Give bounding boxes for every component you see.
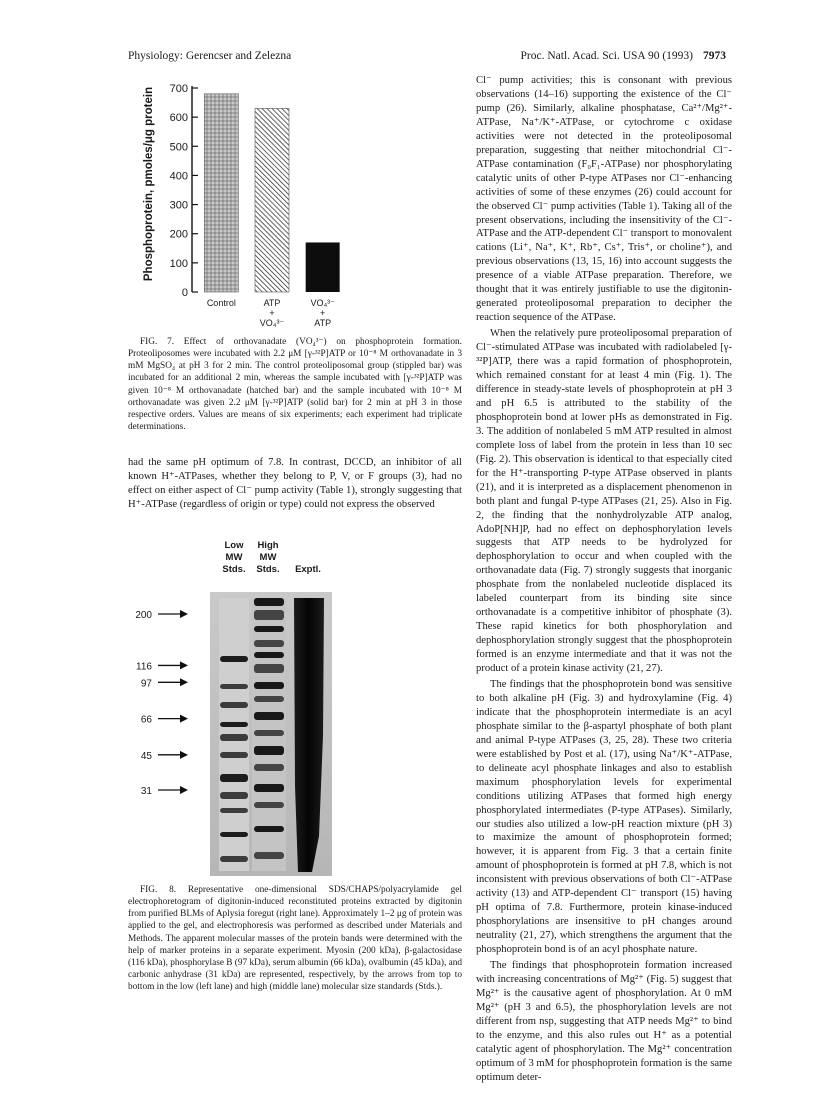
- marker-label: 200: [135, 610, 152, 621]
- bar-3: [306, 242, 340, 292]
- header-authors: Physiology: Gerencser and Zelezna: [128, 50, 292, 62]
- gel-lane-header: Exptl.: [295, 564, 321, 575]
- arrow-head: [180, 786, 188, 794]
- gel-band: [220, 774, 248, 782]
- x-tick-label: VO₄³⁻: [310, 298, 335, 308]
- y-tick-label: 700: [169, 83, 188, 95]
- bar-2: [255, 108, 289, 292]
- gel-band: [254, 652, 284, 658]
- x-tick-label: ATP: [314, 318, 332, 328]
- gel-lane-header: Low: [224, 540, 244, 551]
- gel-band: [220, 856, 248, 862]
- right-paragraph-2: When the relatively pure proteoliposomal preparation of Cl⁻-stimulated ATPase was incubated with radiolabeled [γ-³²P]ATP, there was a rapid formation of phosphoprotein, which remained constant for at least 4 min (Fig. 1). The difference in steady-state levels of phosphoprotein at pH 3 and pH 6.5 is attributed to the stability of the phosphoprotein bond at lower pHs as demonstrated in Fig. 3. The addition of nonlabeled 5 mM ATP resulted in almost complete loss of label from the protein in less than 10 sec (Fig. 2). This observation is identical to that especially cited for the H⁺-transporting P-type ATPase observed in plants (21), and it is interpreted as a displacement phenomenon in both plant and fungal P-type ATPases (21, 25). Also in Fig. 2, the finding that the nonhydrolyzable ATP analog, AdoP[NH]P, had no effect on dephosphorylation levels suggests that ATP needs to be hydrolyzed for dephosphorylation to occur and when coupled with the orthovanadate data (Fig. 7) strongly suggests that inorganic phosphate from the nonlabeled nucleotide displaced its labeled counterpart from its binding site since orthovanadate is a competitive inhibitor of phosphate (3). These rapid kinetics for both phosphorylation and dephosphorylation strongly suggest that the phosphoprotein formed is an enzyme intermediate and that it was not the product of a protein kinase activity (21, 27).: [476, 328, 732, 675]
- x-tick-label: ATP: [263, 298, 281, 308]
- right-paragraph-4: The findings that phosphoprotein formation increased with increasing concentrations of Mg²⁺ (Fig. 5) suggest that Mg²⁺ is the causative agent of phosphorylation. At 0 mM Mg²⁺ (pH 3 and 6.5), the phosphorylation levels are not different from nsp, suggesting that ATP needs Mg²⁺ to bind to the enzyme, and this also rules out H⁺ as a potential catalytic agent of phosphorylation. The Mg²⁺ concentration optimum of 3 mM for phosphoprotein formation is the same optimum deter-: [476, 960, 732, 1083]
- marker-label: 45: [140, 750, 152, 762]
- gel-band: [220, 808, 248, 813]
- gel-band: [254, 826, 284, 832]
- bars: [204, 94, 339, 292]
- gel-band: [254, 598, 284, 606]
- fig8-caption: [128, 884, 462, 993]
- right-column-text: [476, 74, 732, 1085]
- gel-band: [220, 752, 248, 758]
- marker-arrows: [135, 610, 188, 797]
- y-tick-label: 500: [169, 141, 188, 154]
- y-axis-label: Phosphoprotein, pmoles/μg protein: [143, 86, 155, 282]
- gel-band: [254, 610, 284, 620]
- y-tick-label: 400: [169, 170, 188, 183]
- gel-band: [254, 712, 284, 720]
- gel-lane-header: Stds.: [256, 564, 280, 575]
- fig8-gel-image: [128, 536, 358, 876]
- gel-lane-header: MW: [225, 552, 243, 563]
- gel-band: [254, 682, 284, 689]
- x-tick-label: Control: [206, 298, 236, 308]
- x-tick-label: +: [320, 308, 326, 318]
- gel-band: [254, 696, 284, 702]
- x-tick-labels: [207, 298, 335, 328]
- header-journal: [521, 50, 726, 62]
- right-paragraph-3: The findings that the phosphoprotein bond was sensitive to both alkaline pH (Fig. 3) and hydroxylamine (Fig. 4) indicate that the phosphoprotein intermediate is an acyl phosphate similar to the β-aspartyl phosphate of both plant and animal P-type ATPases (3, 25, 28). These two criteria were established by Post et al. (17), using Na⁺/K⁺-ATPase, to delineate acyl phosphate linkages and also to establish maximum phosphorylation levels for experimental conditions utilizing ATPases that formed high energy phosphorylated intermediates (P-type ATPases). Similarly, our studies also utilized a low-pH reaction mixture (pH 3) to maximize the amount of phosphoprotein formed; however, it is apparent from Fig. 3 that a certain finite amount of phosphoprotein is formed at pH 7.8, which is not inconsistent with previous observations of both Cl⁻-ATPase activity (13) and ATP-dependent Cl⁻ transport (15) having pH optima of 7.8. Furthermore, protein kinase-induced phosphorylations are insensitive to pH changes around neutrality (21, 27), which strengthens the argument that the phosphoprotein bond is of an acyl phosphate nature.: [476, 678, 732, 956]
- gel-band: [254, 730, 284, 736]
- marker-label: 97: [140, 678, 152, 690]
- marker-label: 116: [136, 661, 152, 673]
- gel-band: [220, 684, 248, 689]
- fig8-caption-text: FIG. 8. Representative one-dimensional SDS/CHAPS/polyacrylamide gel electrophoretogram of digitonin-induced reconstituted proteins extracted by digitonin from purified BLMs of Aplysia foregut (right lane). Approximately 1–2 μg of protein was applied to the gel, and electrophoresis was performed as described under Materials and Methods. The apparent molecular masses of the protein bands were determined with the help of marker proteins in a separate experiment. Myosin (200 kDa), β-galactosidase (116 kDa), phosphorylase B (97 kDa), serum albumin (66 kDa), ovalbumin (45 kDa), and carbonic anhydrase (31 kDa) are represented, respectively, by the arrows from top to bottom in the low (left lane) and high (middle lane) molecular size standards (Stds.).: [128, 885, 463, 993]
- arrow-head: [180, 751, 188, 759]
- marker-label: 31: [140, 786, 152, 797]
- gel-lane-header: High: [257, 540, 279, 551]
- y-tick-label: 100: [169, 257, 188, 270]
- bar-1: [204, 94, 238, 292]
- x-tick-label: +: [269, 308, 275, 318]
- fig7-bar-chart: [128, 74, 356, 328]
- gel-band: [220, 734, 248, 741]
- marker-label: 66: [140, 714, 152, 726]
- y-tick-label: 200: [169, 228, 188, 241]
- left-paragraph: had the same pH optimum of 7.8. In contrast, DCCD, an inhibitor of all known H⁺-ATPases, whether they belong to P, V, or F groups (3), had no effect on either aspect of Cl⁻ pump activity (Table 1), strongly suggesting that H⁺-ATPase (regardless of origin or type) could not express the observed: [128, 457, 462, 510]
- gel-band: [220, 792, 248, 799]
- gel-band: [220, 832, 248, 837]
- fig7-caption: [128, 336, 462, 433]
- gel-band: [220, 656, 248, 662]
- arrow-head: [180, 610, 188, 618]
- y-tick-label: 300: [169, 199, 188, 212]
- running-header: [128, 50, 726, 66]
- gel-band: [254, 626, 284, 632]
- gel-band: [220, 702, 248, 708]
- fig7-caption-text: FIG. 7. Effect of orthovanadate (VO₄³⁻) on phosphoprotein formation. Proteoliposomes were incubated with 2.2 μM [γ-³²P]ATP or 10⁻⁸ M orthovanadate in 3 mM MgSO₄ at pH 3 for 2 min. The control proteoliposomal group (stippled bar) was incubated for an additional 2 min, whereas the sample incubated with [γ-³²P]ATP was given 10⁻⁸ M orthovanadate (hatched bar) and the sample incubated with 10⁻⁸ M orthovanadate was given 2.2 μM [γ-³²P]ATP (solid bar) for 2 min at pH 3 in those respective orders. Values are means of six experiments; each experiment had triplicate determinations.: [128, 337, 462, 433]
- gel-band: [254, 852, 284, 859]
- left-column-text: [128, 456, 462, 512]
- arrow-head: [180, 678, 188, 686]
- arrow-head: [180, 715, 188, 723]
- y-axis: [170, 83, 198, 299]
- gel-band: [254, 802, 284, 808]
- right-paragraph-1: Cl⁻ pump activities; this is consonant with previous observations (14–16) supporting the existence of the Cl⁻ pump (26). Similarly, alkaline phosphatase, Ca²⁺/Mg²⁺-ATPase, Na⁺/K⁺-ATPase, or cytochrome c oxidase activities were not detected in the proteoliposomal preparation, suggesting that neither mitochondrial Cl⁻-ATPase contamination (F₀F₁-ATPase) nor phosphorylating catalytic units of other P-type ATPases nor Cl⁻-enhancing activities of some of these enzymes (26) could account for the observed Cl⁻ pump activities (Table 1). Taking all of the present observations, including the insensitivity of the Cl⁻-ATPase and the ATP-dependent Cl⁻ transport to monovalent cations (Li⁺, Na⁺, K⁺, Rb⁺, Cs⁺, Tris⁺, or choline⁺), and previous observations (13, 15, 16) into account suggests the presence of a viable ATPase preparation. Therefore, we thought that it was entirely justifiable to use the digitonin-generated proteoliposomal preparation to decipher the reaction sequence of the ATPase.: [476, 75, 732, 324]
- page-number: 7973: [703, 50, 726, 62]
- gel-band: [254, 664, 284, 673]
- header-citation: Proc. Natl. Acad. Sci. USA 90 (1993): [520, 50, 693, 62]
- y-tick-label: 0: [181, 287, 188, 299]
- gel-lane-header: MW: [259, 552, 277, 563]
- gel-band: [254, 764, 284, 771]
- gel-lane-headers: [222, 540, 321, 575]
- gel-band: [220, 722, 248, 727]
- gel-band: [254, 746, 284, 755]
- arrow-head: [180, 661, 188, 669]
- gel-band: [254, 784, 284, 792]
- x-tick-label: VO₄³⁻: [259, 318, 285, 328]
- gel-band: [254, 640, 284, 647]
- y-tick-label: 600: [169, 112, 188, 125]
- gel-lane-header: Stds.: [222, 564, 246, 575]
